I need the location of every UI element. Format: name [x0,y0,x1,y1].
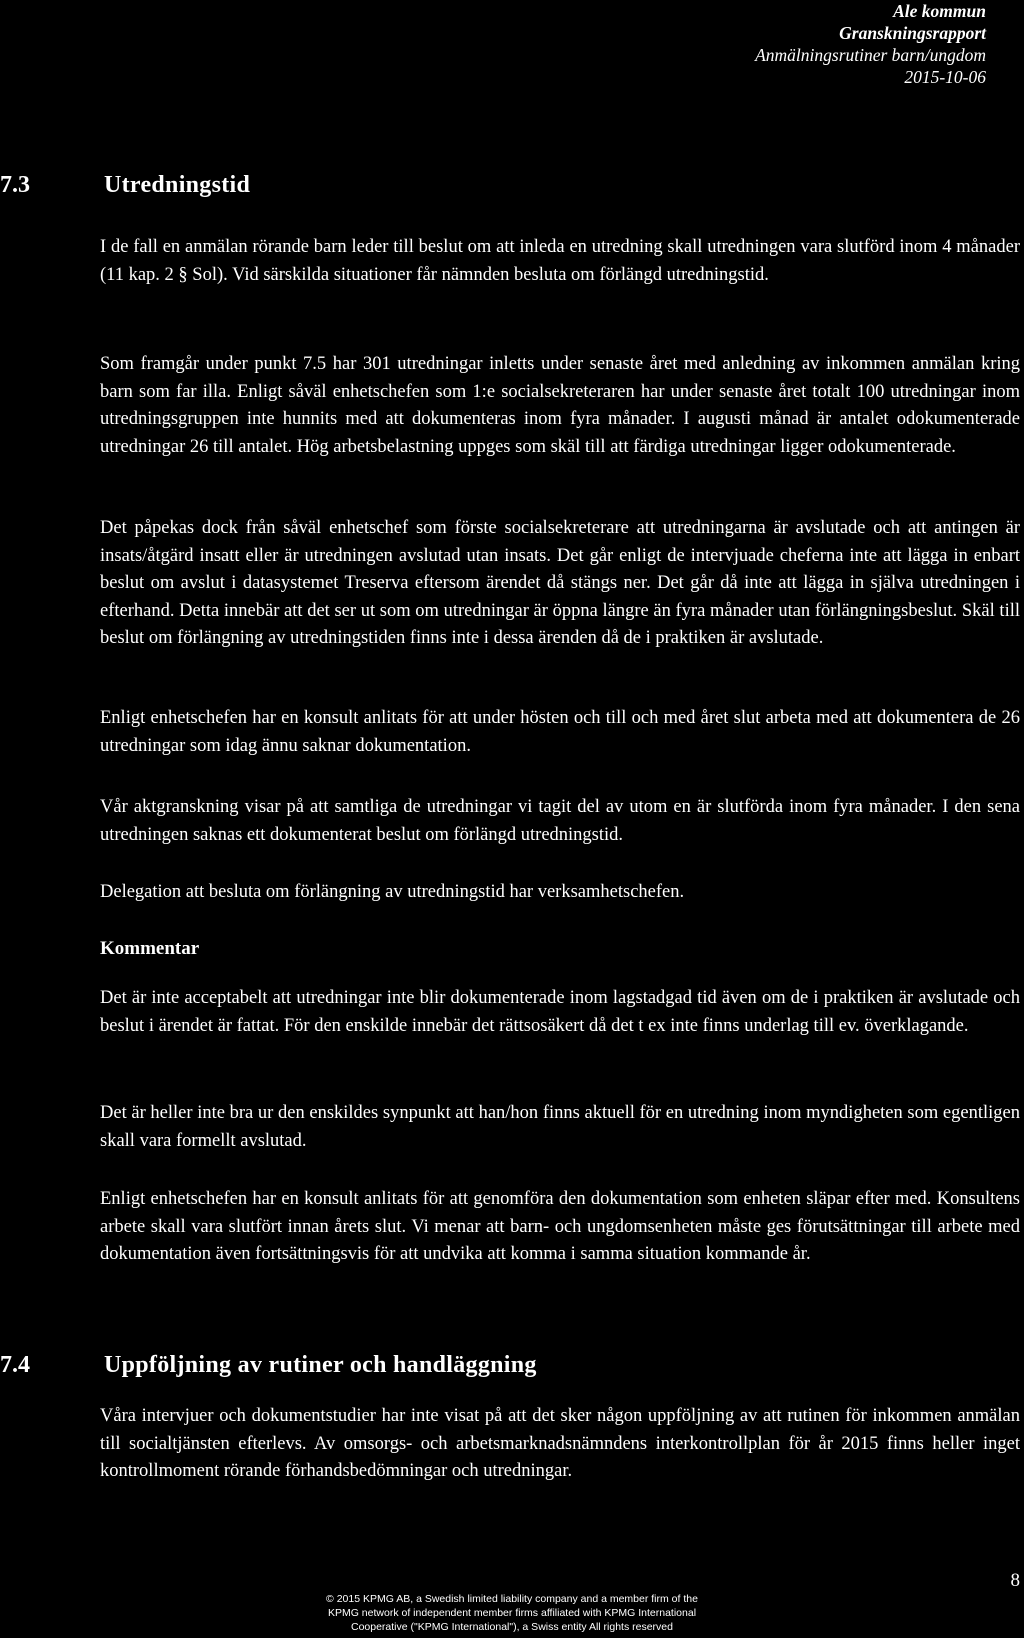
section-number: 7.4 [0,1352,30,1378]
footer-line: KPMG network of independent member firms affiliated with KPMG International [327,1607,697,1619]
section-number: 7.3 [0,172,30,198]
page-header [755,0,986,88]
comment-paragraph: Det är heller inte bra ur den enskildes synpunkt att han/hon finns aktuell för en utredning inom myndigheten som egentligen skall vara formellt avslutad. [100,1103,1020,1151]
paragraph: I de fall en anmälan rörande barn leder till beslut om att inleda en utredning skall utredningen vara slutförd inom 4 månader (11 kap. 2 § Sol). Vid särskilda situationer får nämnden besluta om förlängd utredningstid. [100,237,1020,285]
comment-paragraph: Det är inte acceptabelt att utredningar inte blir dokumenterade inom lagstadgad tid även om de i praktiken är avslutade och beslut i ärendet är fattat. För den enskilde innebär det rättsosäkert då det t ex inte finns underlag till ev. överklagande. [100,988,1020,1036]
paragraph: Det påpekas dock från såväl enhetschef som förste socialsekreterare att utredningarna är avslutade och att antingen är insats/åtgärd insatt eller är utredningen avslutad utan insats. Det går enligt de intervjuade cheferna inte att lägga in enbart beslut om avslut i datasystemet Treserva eftersom ärendet då stängs ner. Det går då inte att lägga in själva utredningen i efterhand. Detta innebär att det ser ut som om utredningar är öppna längre än fyra månader utan förlängningsbeslut. Skäl till beslut om förlängning av utredningstiden finns inte i dessa ärenden då de i praktiken är avslutade. [100,518,1020,648]
paragraph: Våra intervjuer och dokumentstudier har inte visat på att det sker någon uppföljning av att rutinen för inkommen anmälan till socialtjänsten efterlevs. Av omsorgs- och arbetsmarknadsnämndens interkontrollplan för år 2015 finns heller inget kontrollmoment rörande förhandsbedömningar och utredningar. [100,1406,1020,1481]
comment-paragraph: Enligt enhetschefen har en konsult anlitats för att genomföra den dokumentation som enheten släpar efter med. Konsultens arbete skall vara slutfört innan årets slut. Vi menar att barn- och ungdomsenheten måste ges förutsättningar till arbete med dokumentation även fortsättningsvis för att undvika att komma i samma situation kommande år. [100,1189,1020,1264]
page-number: 8 [1010,1570,1020,1591]
header-date: 2015-10-06 [904,67,986,87]
header-report-type: Granskningsrapport [839,23,986,43]
header-municipality: Ale kommun [893,1,986,21]
paragraph: Vår aktgranskning visar på att samtliga de utredningar vi tagit del av utom en är slutförda inom fyra månader. I den sena utredningen saknas ett dokumenterat beslut om förlängd utredningstid. [100,797,1020,845]
comment-heading: Kommentar [100,938,200,959]
paragraph: Enligt enhetschefen har en konsult anlitats för att under hösten och till och med året slut arbeta med att dokumentera de 26 utredningar som idag ännu saknar dokumentation. [100,708,1020,756]
paragraph: Delegation att besluta om förlängning av utredningstid har verksamhetschefen. [100,882,685,902]
footer-line: Cooperative ("KPMG International"), a Swiss entity All rights reserved [350,1621,673,1633]
section-title: Utredningstid [104,172,251,198]
section-title: Uppföljning av rutiner och handläggning [104,1352,537,1378]
paragraph: Som framgår under punkt 7.5 har 301 utredningar inletts under senaste året med anledning av inkommen anmälan kring barn som far illa. Enligt såväl enhetschefen som 1:e socialsekreteraren har under senaste året totalt 100 utredningar inom utredningsgruppen inte hunnits med att dokumenteras inom fyra månader. I augusti månad är antalet odokumenterade utredningar 26 till antalet. Hög arbetsbelastning uppges som skäl till att färdiga utredningar ligger odokumenterade. [100,354,1020,457]
header-report-subject: Anmälningsrutiner barn/ungdom [755,45,986,65]
footer-line: © 2015 KPMG AB, a Swedish limited liability company and a member firm of the [326,1593,698,1605]
copyright-footer [0,1592,1024,1634]
